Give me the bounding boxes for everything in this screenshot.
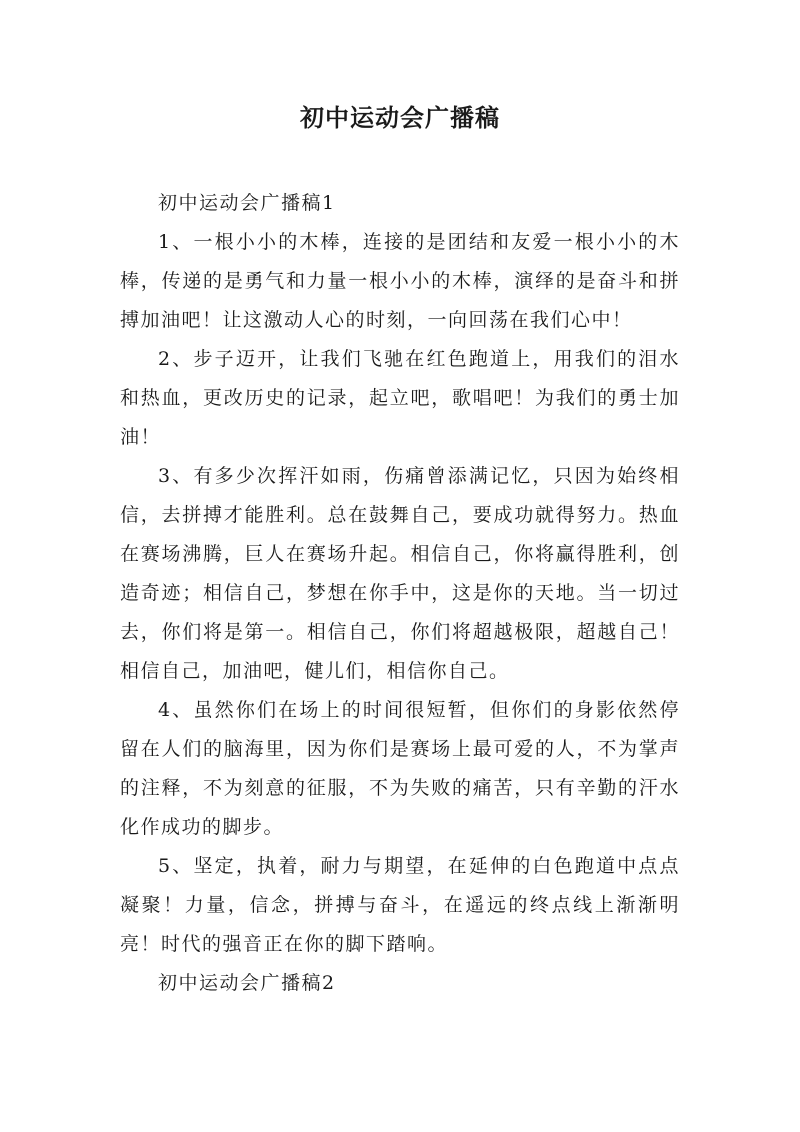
document-body (120, 184, 680, 1003)
paragraph-1: 1、一根小小的木棒，连接的是团结和友爱一根小小的木棒，传递的是勇气和力量一根小小的木棒，演绎的是奋斗和拼搏加油吧！让这激动人心的时刻，一向回荡在我们心中！ (120, 231, 680, 331)
document-title: 初中运动会广播稿 (300, 103, 500, 132)
paragraph-3: 3、有多少次挥汗如雨，伤痛曾添满记忆，只因为始终相信，去拼搏才能胜利。总在鼓舞自己，要成功就得努力。热血在赛场沸腾，巨人在赛场升起。相信自己，你将赢得胜利，创造奇迹；相信自己，梦想在你手中，这是你的天地。当一切过去，你们将是第一。相信自己，你们将超越极限，超越自己！相信自己，加油吧，健儿们，相信你自己。 (120, 465, 680, 682)
paragraph-4: 4、虽然你们在场上的时间很短暂，但你们的身影依然停留在人们的脑海里，因为你们是赛场上最可爱的人，不为掌声的注释，不为刻意的征服，不为失败的痛苦，只有辛勤的汗水化作成功的脚步。 (120, 699, 680, 838)
section-heading-1: 初中运动会广播稿1 (158, 192, 336, 214)
paragraph-5: 5、坚定，执着，耐力与期望，在延伸的白色跑道中点点凝聚！力量，信念，拼搏与奋斗，在遥远的终点线上渐渐明亮！时代的强音正在你的脚下踏响。 (120, 855, 680, 955)
section-heading-2: 初中运动会广播稿2 (158, 972, 336, 994)
paragraph-2: 2、步子迈开，让我们飞驰在红色跑道上，用我们的泪水和热血，更改历史的记录，起立吧，歌唱吧！为我们的勇士加油！ (120, 348, 680, 448)
